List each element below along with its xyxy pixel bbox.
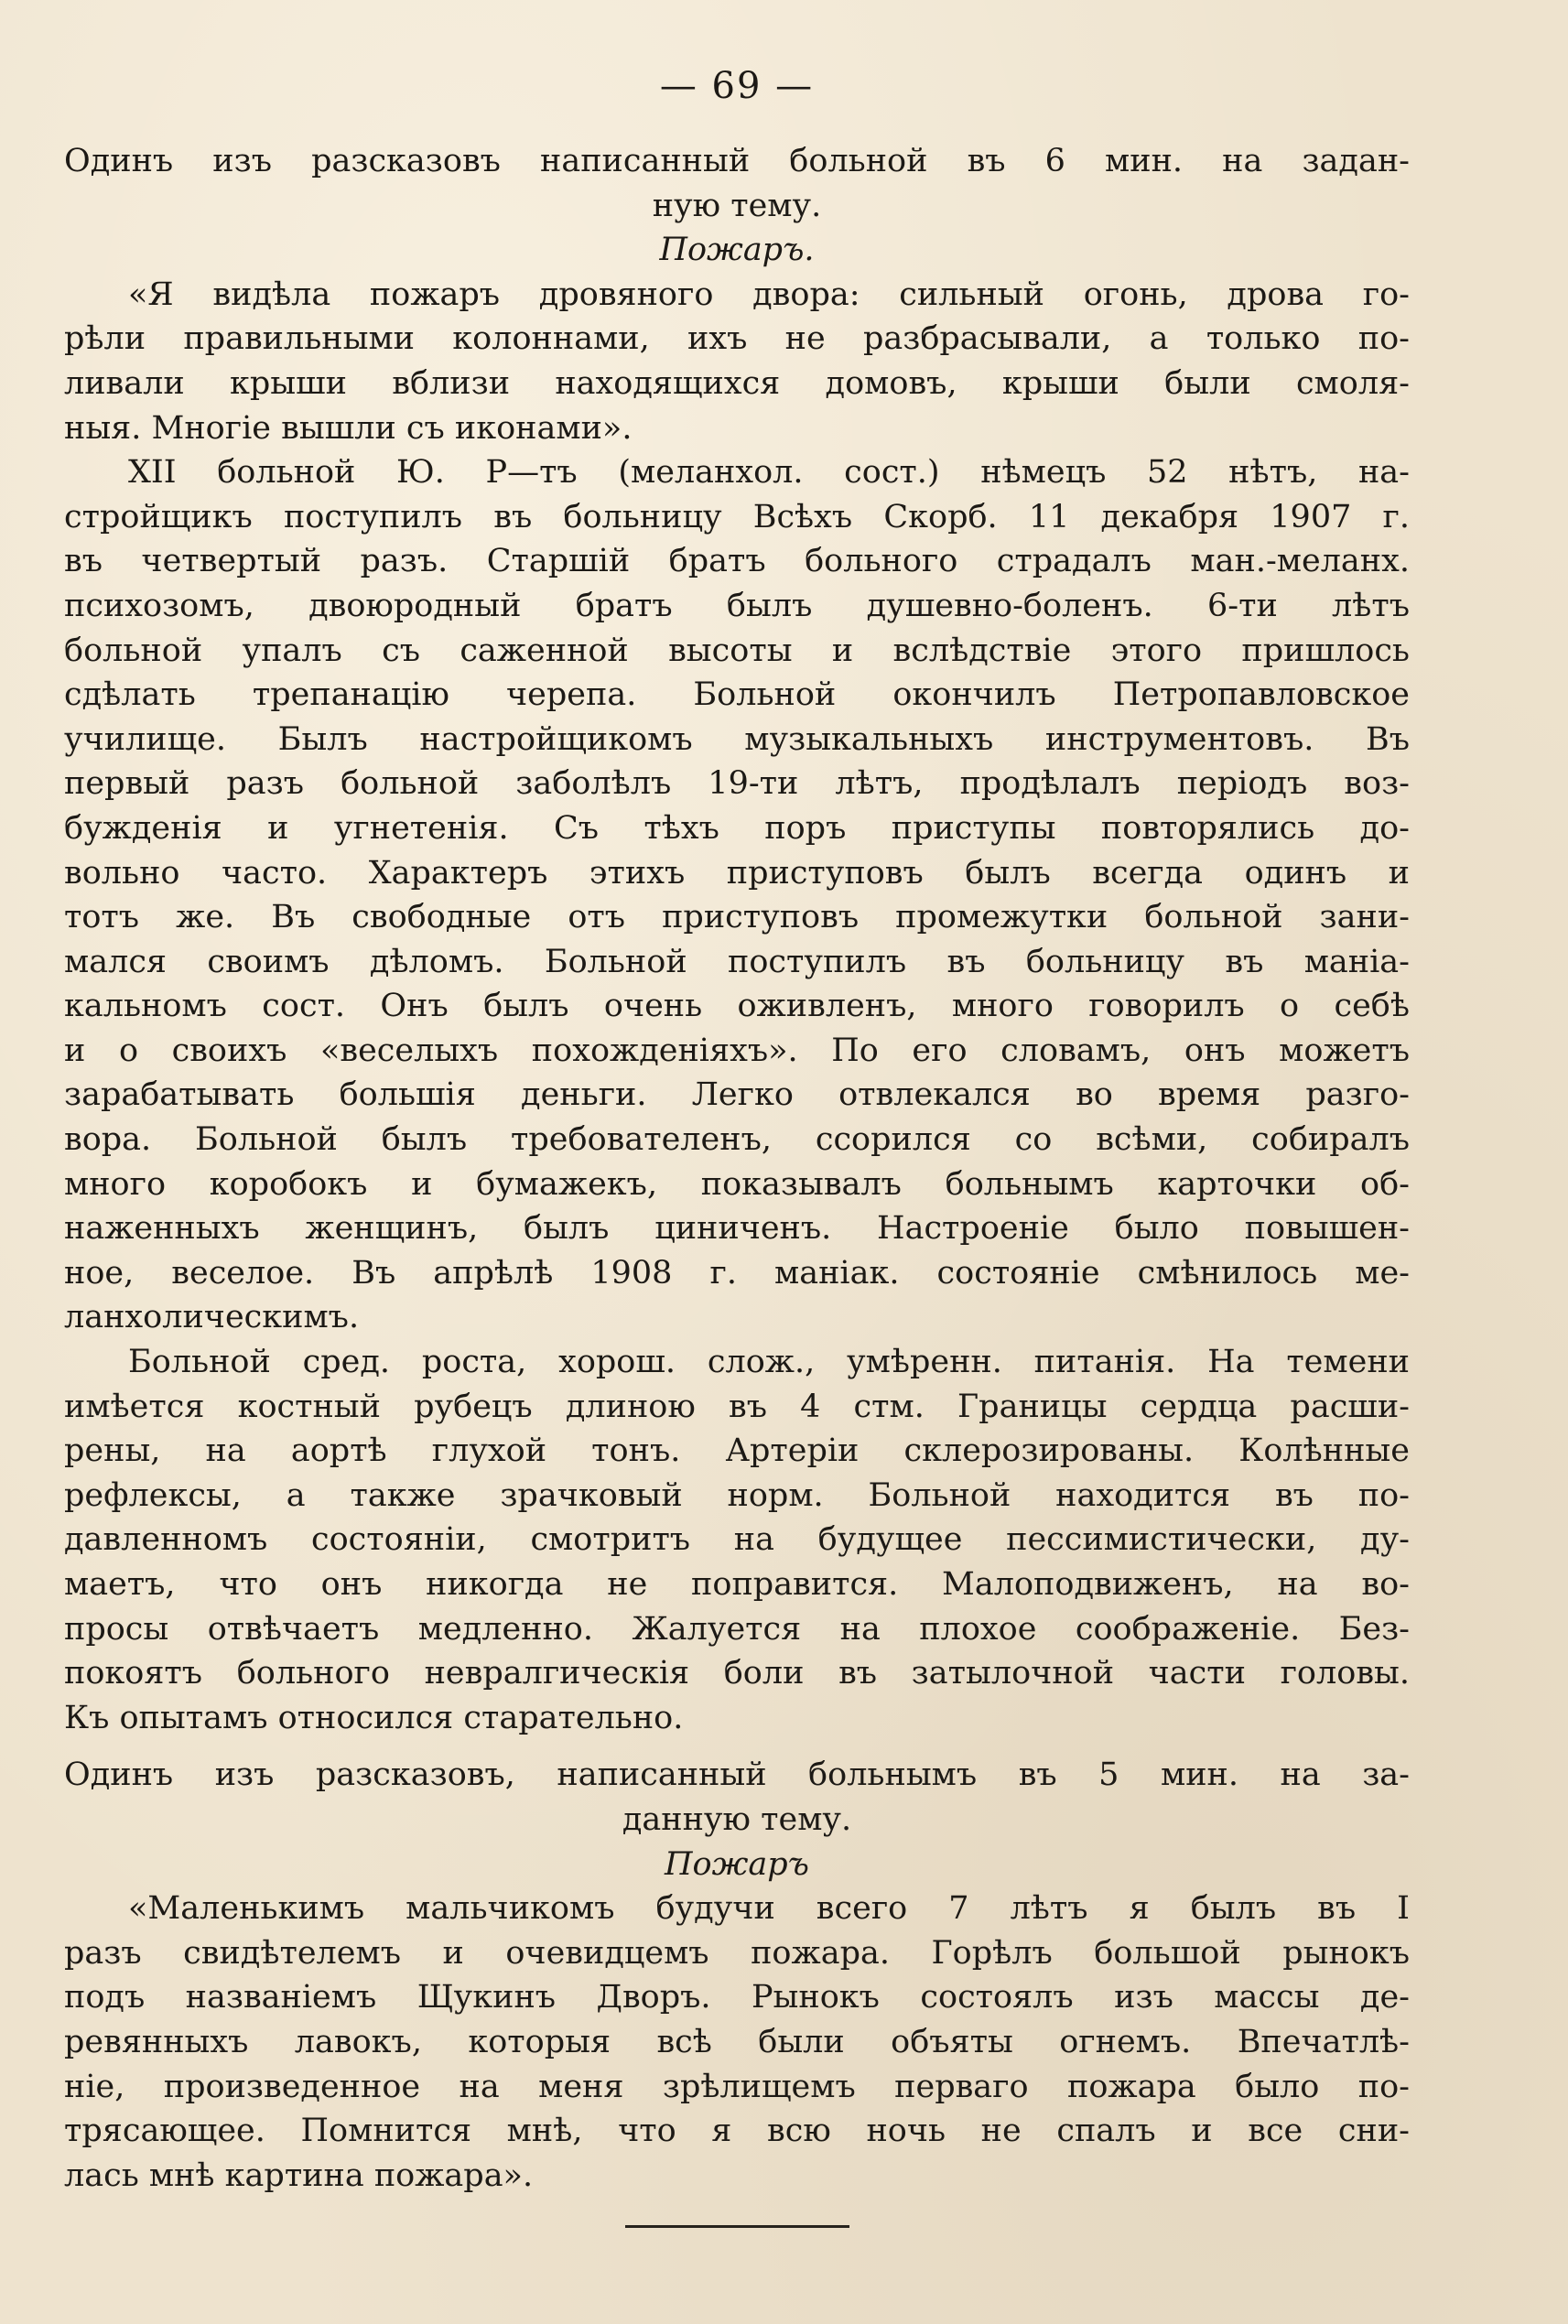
book-page: [64, 64, 1410, 2228]
text-line: мался своимъ дѣломъ. Больной поступилъ въ больницу въ маніа-: [64, 943, 1410, 980]
text-line: «Маленькимъ мальчикомъ будучи всего 7 лѣтъ я былъ въ I: [128, 1890, 1410, 1928]
text-line: кальномъ сост. Онъ былъ очень оживленъ, много говорилъ о себѣ: [64, 988, 1410, 1025]
text-line: вора. Больной былъ требователенъ, ссорился со всѣми, собиралъ: [64, 1121, 1410, 1159]
text-line: бужденія и угнетенія. Съ тѣхъ поръ приступы повторялись до-: [64, 809, 1410, 847]
text-line: Одинъ изъ разсказовъ написанный больной въ 6 мин. на задан-: [64, 143, 1410, 179]
text-line: рефлексы, а также зрачковый норм. Больной находится въ по-: [64, 1476, 1410, 1514]
text-line: лась мнѣ картина пожара».: [64, 2156, 534, 2194]
text-line: много коробокъ и бумажекъ, показывалъ больнымъ карточки об-: [64, 1165, 1410, 1203]
text-line: Къ опытамъ относился старательно.: [64, 1699, 684, 1736]
text-line: стройщикъ поступилъ въ больницу Всѣхъ Скорб. 11 декабря 1907 г.: [64, 498, 1410, 535]
text-line: подъ названіемъ Щукинъ Дворъ. Рынокъ состоялъ изъ массы де-: [64, 1979, 1410, 2016]
text-line: въ четвертый разъ. Старшій братъ больного страдалъ ман.-меланх.: [64, 543, 1410, 580]
text-line: больной упалъ съ саженной высоты и вслѣдствіе этого пришлось: [64, 632, 1410, 669]
text-line: «Я видѣла пожаръ дровяного двора: сильный огонь, дрова го-: [128, 276, 1410, 313]
page-number: — 69 —: [659, 65, 815, 107]
text-line: Одинъ изъ разсказовъ, написанный больнымъ въ 5 мин. на за-: [64, 1757, 1410, 1794]
text-line: ливали крыши вблизи находящихся домовъ, крыши были смоля-: [64, 364, 1410, 402]
text-line: наженныхъ женщинъ, былъ циниченъ. Настроеніе было повышен-: [64, 1210, 1410, 1248]
text-line: рены, на аортѣ глухой тонъ. Артеріи склерозированы. Колѣнные: [64, 1432, 1410, 1470]
text-line: тотъ же. Въ свободные отъ приступовъ промежутки больной зани-: [64, 899, 1410, 936]
text-line: ревянныхъ лавокъ, которыя всѣ были объяты огнемъ. Впечатлѣ-: [64, 2023, 1410, 2060]
text-line: данную тему.: [622, 1800, 852, 1838]
text-line: ныя. Многіе вышли съ иконами».: [64, 409, 633, 447]
text-line: покоятъ больного невралгическія боли въ затылочной части головы.: [64, 1655, 1410, 1692]
text-line: вольно часто. Характеръ этихъ приступовъ былъ всегда одинъ и: [64, 854, 1410, 892]
text-line: имѣется костный рубецъ длиною въ 4 стм. Границы сердца расши-: [64, 1388, 1410, 1425]
text-line: рѣли правильными колоннами, ихъ не разбрасывали, а только по-: [64, 320, 1410, 358]
text-line: сдѣлать трепанацію черепа. Больной окончилъ Петропавловское: [64, 676, 1410, 714]
text-line: первый разъ больной заболѣлъ 19-ти лѣтъ, продѣлалъ періодъ воз-: [64, 765, 1410, 803]
second-story-text: [64, 1886, 1410, 2198]
first-story-intro: [64, 139, 1410, 228]
text-line: психозомъ, двоюродный братъ былъ душевно-боленъ. 6-ти лѣтъ: [64, 587, 1410, 624]
text-line: ланхолическимъ.: [64, 1299, 360, 1336]
text-line: училище. Былъ настройщикомъ музыкальныхъ инструментовъ. Въ: [64, 720, 1410, 758]
second-story-title: Пожаръ: [665, 1845, 809, 1883]
text-line: XII больной Ю. Р—тъ (меланхол. сост.) нѣмецъ 52 нѣтъ, на-: [128, 454, 1410, 492]
text-line: просы отвѣчаетъ медленно. Жалуется на плохое соображеніе. Без-: [64, 1610, 1410, 1648]
text-line: ное, веселое. Въ апрѣлѣ 1908 г. маніак. состояніе смѣнилось ме-: [64, 1254, 1410, 1292]
second-story-intro: [64, 1753, 1410, 1842]
text-line: трясающее. Помнится мнѣ, что я всю ночь не спалъ и все сни-: [64, 2113, 1410, 2150]
first-story-title: Пожаръ.: [659, 232, 815, 269]
first-story-text: [64, 273, 1410, 450]
closing-rule: [625, 2225, 849, 2228]
text-line: ную тему.: [652, 187, 822, 224]
spacer: [64, 1740, 1410, 1753]
text-line: давленномъ состояніи, смотритъ на будущее пессимистически, ду-: [64, 1521, 1410, 1559]
text-line: разъ свидѣтелемъ и очевидцемъ пожара. Горѣлъ большой рынокъ: [64, 1934, 1410, 1972]
text-line: Больной сред. роста, хорош. слож., умѣренн. питанія. На темени: [128, 1344, 1410, 1381]
text-line: зарабатывать большія деньги. Легко отвлекался во время разго-: [64, 1076, 1410, 1114]
text-line: ніе, произведенное на меня зрѣлищемъ перваго пожара было по-: [64, 2068, 1410, 2105]
case-history-paragraph: [64, 450, 1410, 1340]
status-paragraph: [64, 1340, 1410, 1740]
text-line: маетъ, что онъ никогда не поправится. Малоподвиженъ, на во-: [64, 1566, 1410, 1603]
text-line: и о своихъ «веселыхъ похожденіяхъ». По его словамъ, онъ можетъ: [64, 1032, 1410, 1069]
